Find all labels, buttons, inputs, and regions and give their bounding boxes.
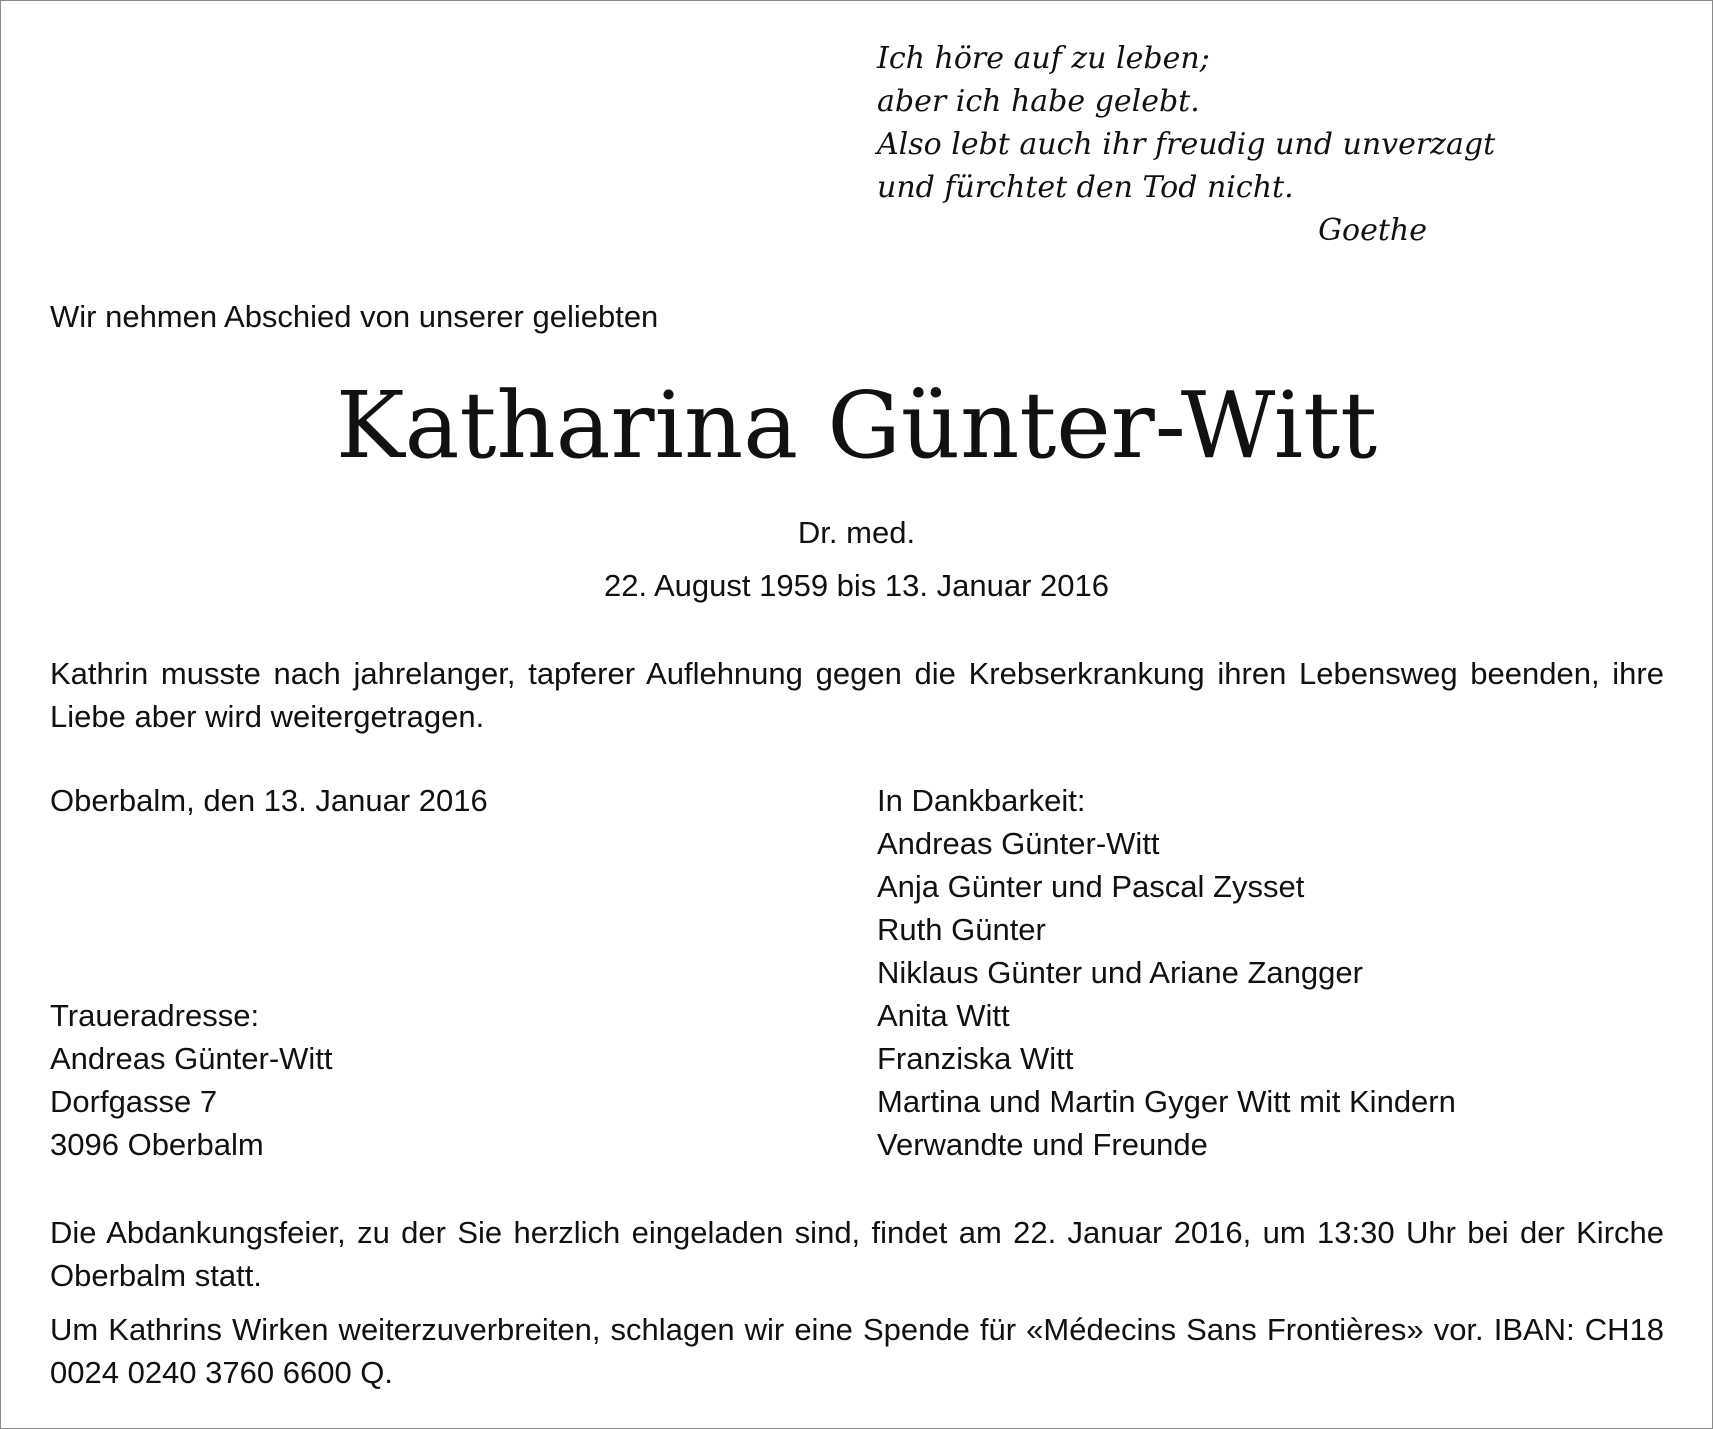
place-and-date: Oberbalm, den 13. Januar 2016 <box>50 783 488 818</box>
quote-line-2: aber ich habe gelebt. <box>877 84 1200 119</box>
mourning-address-city: 3096 Oberbalm <box>50 1127 264 1162</box>
mourning-address-label: Traueradresse: <box>50 998 260 1033</box>
academic-title: Dr. med. <box>797 515 916 550</box>
mourner-name: Niklaus Günter und Ariane Zangger <box>877 955 1363 990</box>
intro-text: Wir nehmen Abschied von unserer geliebten <box>50 299 659 334</box>
quote-line-1: Ich höre auf zu leben; <box>877 41 1210 76</box>
quote-line-4: und fürchtet den Tod nicht. <box>877 170 1294 205</box>
donation-paragraph: Um Kathrins Wirken weiterzuverbreiten, schlagen wir eine Spende für «Médecins Sans Frontières» vor. IBAN: CH18 0024 0240 3760 6600 Q. <box>50 1312 1664 1390</box>
ceremony-paragraph: Die Abdankungsfeier, zu der Sie herzlich eingeladen sind, findet am 22. Januar 2016, um 13:30 Uhr bei der Kirche Oberbalm statt. <box>50 1215 1664 1293</box>
goethe-quote <box>877 37 1496 252</box>
farewell-paragraph: Kathrin musste nach jahrelanger, tapferer Auflehnung gegen die Krebserkrankung ihren Lebensweg beenden, ihre Liebe aber wird weitergetragen. <box>50 656 1664 734</box>
mourner-name: Martina und Martin Gyger Witt mit Kindern <box>877 1084 1456 1119</box>
mourner-name: Andreas Günter-Witt <box>877 826 1160 861</box>
mourners-label: In Dankbarkeit: <box>877 783 1086 818</box>
mourner-name: Franziska Witt <box>877 1041 1074 1076</box>
quote-line-3: Also lebt auch ihr freudig und unverzagt <box>877 127 1496 162</box>
mourning-address <box>50 994 333 1166</box>
mourner-name: Verwandte und Freunde <box>877 1127 1208 1162</box>
mourner-name: Anja Günter und Pascal Zysset <box>877 869 1305 904</box>
mourners-list <box>877 779 1456 1166</box>
quote-author: Goethe <box>1318 213 1427 248</box>
mourner-name: Ruth Günter <box>877 912 1046 947</box>
mourning-address-street: Dorfgasse 7 <box>50 1084 218 1119</box>
mourning-address-name: Andreas Günter-Witt <box>50 1041 333 1076</box>
life-dates: 22. August 1959 bis 13. Januar 2016 <box>603 568 1109 603</box>
deceased-name: Katharina Günter-Witt <box>335 372 1378 479</box>
mourner-name: Anita Witt <box>877 998 1010 1033</box>
